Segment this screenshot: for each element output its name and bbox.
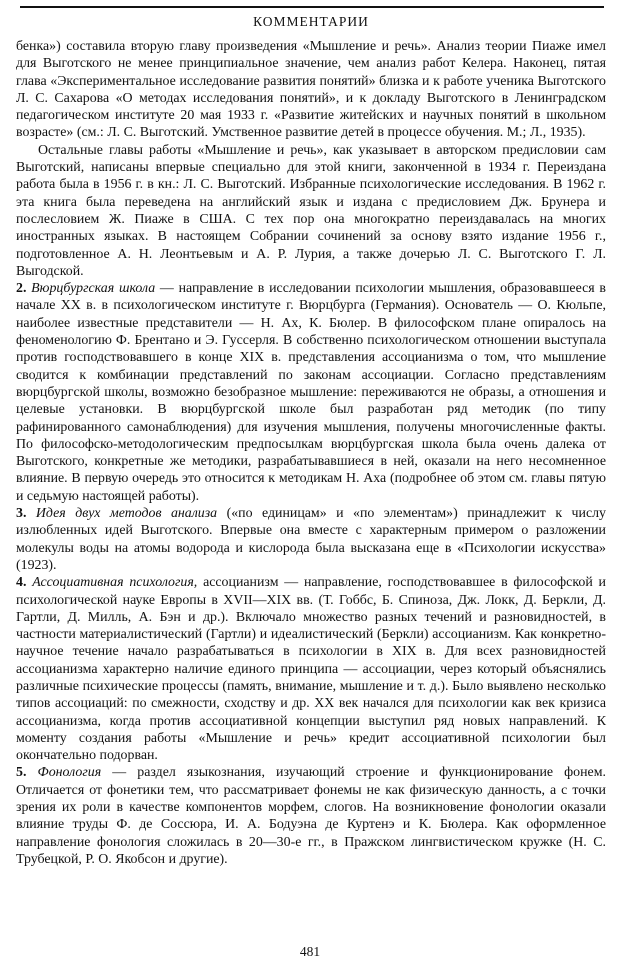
note-5: [16, 764, 606, 868]
note-number: 2.: [16, 281, 27, 297]
note-3: [16, 505, 606, 574]
page-body: [16, 38, 606, 868]
note-4: [16, 574, 606, 764]
page-number: 481: [299, 944, 321, 959]
paragraph-continuation: бенка») составила вторую главу произведения «Мышление и речь». Анализ теории Пиаже имел для Выготского не менее принципиальное значение, чем анализ работ Келера. Наконец, пятая глава «Экспериментальное исследование развития понятий» близка и к работе ученика Выготского Л. С. Сахарова «О методах исследования понятий», и к докладу Выготского в Ленинградском педагогическом институте 20 мая 1933 г. «Развитие житейских и научных понятий в школьном возрасте» (см.: Л. С. Выготский. Умственное развитие детей в процессе обучения. М.; Л., 1935).: [16, 39, 606, 141]
note-text: — раздел языкознания, изучающий строение и функционирование фонем. Отличается от фонетики тем, что рассматривает фонемы не как физическую данность, а с точки зрения их роли в качестве компонентов морфем, слогов. На возникновение фонологии оказали влияние труды Ф. де Соссюра, И. А. Бодуэна де Куртенэ и К. Бюлера. Как оформленное направление фонология сложилась в 20—30-е гг., в Пражском лингвистическом кружке (Н. С. Трубецкой, Р. О. Якобсон и другие).: [16, 765, 606, 867]
top-rule: [20, 6, 604, 8]
note-term: Идея двух методов анализа: [35, 506, 218, 522]
note-term: Ассоциативная психология,: [32, 575, 198, 591]
paragraph: Остальные главы работы «Мышление и речь», как указывает в авторском предисловии сам Выготский, написаны впервые специально для этой книги, законченной в 1934 г. Переиздана работа была в 1956 г. в кн.: Л. С. Выготский. Избранные психологические исследования. В 1962 г. эта книга была переведена на английский язык и издана с предисловием Дж. Брунера и послесловием Ж. Пиаже в США. С тех пор она многократно переиздавалась на многих иностранных языках. В настоящем Собрании сочинений за основу взято издание 1956 г., подготовленное А. Н. Леонтьевым и А. Р. Лурия, а также дочерью Л. С. Выготского Г. Л. Выгодской.: [16, 142, 606, 279]
running-header: КОММЕНТАРИИ: [253, 14, 369, 29]
note-text: — направление в исследовании психологии мышления, образовавшееся в начале XX в. в психологическом институте г. Вюрцбурга (Германия). Основатель — О. Кюльпе, наиболее известные представители — Н. Ах, К. Бюлер. В философском плане опиралось на феноменологию Ф. Брентано и Э. Гуссерля. В собственно психологическом отношении выступала против господствовавшего в конце XIX в. представления ассоцианизма о том, что мышление сводится к комбинации представлений по законам ассоциации. Согласно представлениям вюрцбургской школы, возможно безобразное мышление: переживаются не образы, а отношения и целевые установки. В вюрцбургской школе был разработан ряд методик (по типу рафинированного самонаблюдения) для изучения мышления, получены многочисленные факты. По философско-методологическим предпосылкам вюрцбургская школа была очень далека от Выготского, конкретные же методики, разрабатывавшиеся в ней, оказали на него несомненное влияние. В первую очередь это относится к методикам Н. Аха (подробнее об этом см. главы пятую и седьмую настоящей работы).: [16, 281, 606, 504]
note-text: ассоцианизм — направление, господствовавшее в философской и психологической науке Европы в XVII—XIX вв. (Т. Гоббс, Б. Спиноза, Дж. Локк, Д. Беркли, Д. Гартли, Д. Милль, А. Бэн и др.). Включало множество разных течений и разновидностей, в частности материалистический (Гартли) и идеалистический (Беркли) ассоцианизм. Как конкретно-научное течение начало разрабатываться в психологии в XIX в. Для всех разновидностей ассоцианизма характерно наличие единого принципа — ассоциации, через который объяснялись различные психические процессы (память, внимание, мышление и т. д.). Было выявлено несколько типов ассоциаций: по смежности, сходству и др. XX век начался для психологии как век кризиса ассоцианизма, когда против ассоциативной концепции выступил ряд новых направлений. К моменту создания работы «Мышление и речь» кредит ассоциативной психологии был окончательно подорван.: [16, 575, 606, 764]
note-number: 3.: [16, 506, 27, 522]
note-term: Фонология: [37, 765, 102, 781]
note-number: 4.: [16, 575, 27, 591]
note-2: [16, 280, 606, 505]
note-number: 5.: [16, 765, 27, 781]
note-text: («по единицам» и «по элементам») принадлежит к числу излюбленных идей Выготского. Впервые она вместе с характерным примером о разложении молекулы воды на атомы водорода и кислорода была высказана еще в «Психологии искусства» (1923).: [16, 506, 606, 573]
note-term: Вюрцбургская школа: [31, 281, 156, 297]
